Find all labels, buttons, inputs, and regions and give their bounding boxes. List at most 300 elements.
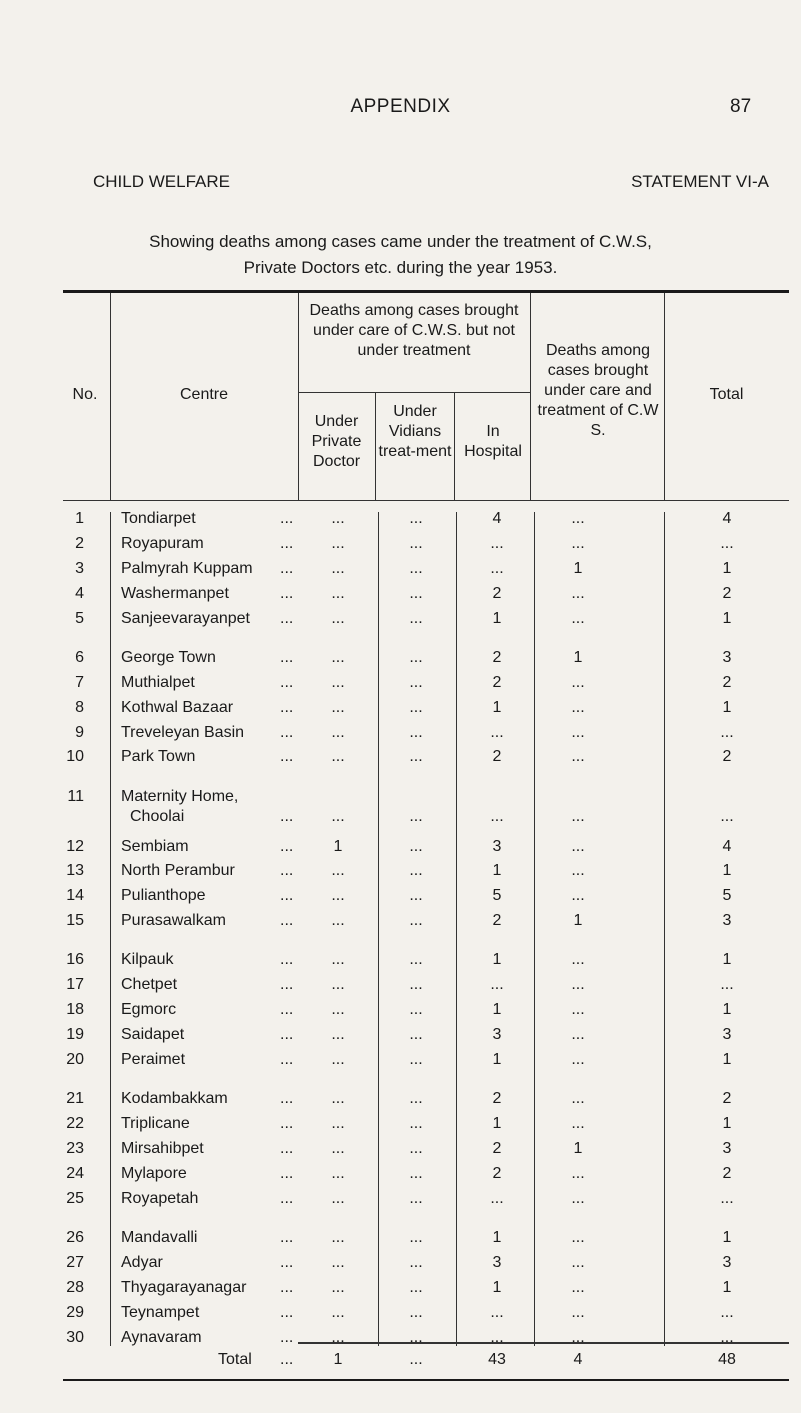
- cws-count: ...: [571, 1115, 585, 1132]
- row-number: 15: [66, 912, 84, 929]
- col-header-hospital: In Hospital: [464, 423, 522, 460]
- private-doctor-count: ...: [331, 912, 345, 929]
- hospital-count: 5: [492, 887, 502, 904]
- hospital-count: 2: [492, 1140, 502, 1157]
- hospital-count: ...: [490, 724, 504, 741]
- total-cws: 4: [573, 1351, 583, 1368]
- centre-ellipsis: ...: [280, 887, 294, 904]
- table-row: [0, 1024, 801, 1046]
- vidians-count: ...: [409, 510, 423, 527]
- vidians-count: ...: [409, 535, 423, 552]
- vidians-count: ...: [409, 808, 423, 825]
- hospital-count: 2: [492, 674, 502, 691]
- centre-ellipsis: ...: [280, 1051, 294, 1068]
- private-doctor-count: ...: [331, 1140, 345, 1157]
- centre-ellipsis: ...: [280, 1254, 294, 1271]
- row-number: 1: [75, 510, 84, 527]
- hospital-count: 2: [492, 748, 502, 765]
- vidians-count: ...: [409, 1090, 423, 1107]
- table-row: [0, 1163, 801, 1185]
- centre-ellipsis: ...: [280, 912, 294, 929]
- row-total: 3: [722, 649, 732, 666]
- table-row: [0, 836, 801, 858]
- header-bottom-rule: [63, 500, 789, 501]
- table-row: [0, 647, 801, 669]
- vidians-count: ...: [409, 674, 423, 691]
- cws-count: ...: [571, 951, 585, 968]
- row-total: 2: [722, 748, 732, 765]
- total-total: 48: [718, 1351, 736, 1368]
- centre-ellipsis: ...: [280, 1279, 294, 1296]
- cws-count: ...: [571, 1190, 585, 1207]
- vidians-count: ...: [409, 1190, 423, 1207]
- vidians-count: ...: [409, 1254, 423, 1271]
- appendix-label: APPENDIX: [350, 96, 451, 117]
- table-row: [0, 672, 801, 694]
- centre-ellipsis: ...: [280, 585, 294, 602]
- private-doctor-count: ...: [331, 1329, 345, 1346]
- total-ellipsis: ...: [280, 1351, 294, 1368]
- vidians-count: ...: [409, 585, 423, 602]
- centre-name: Purasawalkam: [121, 912, 226, 929]
- centre-name: Aynavaram: [121, 1329, 202, 1346]
- row-total: 1: [722, 1115, 732, 1132]
- hospital-count: 3: [492, 1026, 502, 1043]
- vidians-count: ...: [409, 862, 423, 879]
- centre-ellipsis: ...: [280, 560, 294, 577]
- vidians-count: ...: [409, 649, 423, 666]
- row-number: 24: [66, 1165, 84, 1182]
- private-doctor-count: ...: [331, 560, 345, 577]
- hospital-count: ...: [490, 1304, 504, 1321]
- table-top-rule: [63, 290, 789, 293]
- vidians-count: ...: [409, 1140, 423, 1157]
- centre-ellipsis: ...: [280, 1090, 294, 1107]
- cws-count: 1: [573, 649, 583, 666]
- row-total: 1: [722, 699, 732, 716]
- cws-count: ...: [571, 862, 585, 879]
- vidians-count: ...: [409, 976, 423, 993]
- cws-count: ...: [571, 1329, 585, 1346]
- centre-name: Royapetah: [121, 1190, 199, 1207]
- table-row: [0, 608, 801, 630]
- hospital-count: ...: [490, 1190, 504, 1207]
- row-number: 30: [66, 1329, 84, 1346]
- row-total: 2: [722, 585, 732, 602]
- table-row: [0, 746, 801, 768]
- total-vidians: ...: [409, 1351, 423, 1368]
- table-row: [0, 697, 801, 719]
- description-line-2: Private Doctors etc. during the year 1953.: [243, 258, 558, 277]
- row-total: 4: [722, 510, 732, 527]
- vidians-count: ...: [409, 1001, 423, 1018]
- centre-name: Kodambakkam: [121, 1090, 228, 1107]
- hospital-count: 1: [492, 1279, 502, 1296]
- row-number: 14: [66, 887, 84, 904]
- row-total: ...: [720, 535, 734, 552]
- hospital-count: 4: [492, 510, 502, 527]
- vidians-count: ...: [409, 951, 423, 968]
- centre-ellipsis: ...: [280, 808, 294, 825]
- cws-count: ...: [571, 610, 585, 627]
- row-number: 21: [66, 1090, 84, 1107]
- vidians-count: ...: [409, 912, 423, 929]
- hospital-count: 2: [492, 1165, 502, 1182]
- document-heading: [0, 172, 801, 198]
- private-doctor-count: ...: [331, 535, 345, 552]
- table-row: [0, 910, 801, 932]
- private-doctor-count: ...: [331, 585, 345, 602]
- row-total: 4: [722, 838, 732, 855]
- table-row: [0, 1227, 801, 1249]
- centre-name: Egmorc: [121, 1001, 177, 1018]
- cws-count: ...: [571, 976, 585, 993]
- row-number: 5: [75, 610, 84, 627]
- centre-name: Tondiarpet: [121, 510, 196, 527]
- hospital-count: ...: [490, 535, 504, 552]
- centre-ellipsis: ...: [280, 1026, 294, 1043]
- table-row: [0, 1088, 801, 1110]
- hospital-count: ...: [490, 976, 504, 993]
- vidians-count: ...: [409, 699, 423, 716]
- row-total: 2: [722, 1090, 732, 1107]
- row-number: 4: [75, 585, 84, 602]
- row-number: 26: [66, 1229, 84, 1246]
- col-header-centre: Centre: [179, 386, 229, 403]
- table-row: [0, 974, 801, 996]
- table-row: [0, 860, 801, 882]
- table-row: [0, 722, 801, 744]
- centre-name-line-2: Choolai: [130, 808, 185, 825]
- centre-ellipsis: ...: [280, 1190, 294, 1207]
- cws-count: ...: [571, 1229, 585, 1246]
- vidians-count: ...: [409, 1304, 423, 1321]
- row-number: 9: [75, 724, 84, 741]
- hospital-count: 1: [492, 1229, 502, 1246]
- row-total: 1: [722, 610, 732, 627]
- private-doctor-count: ...: [331, 724, 345, 741]
- row-total: 1: [722, 951, 732, 968]
- row-number: 2: [75, 535, 84, 552]
- centre-ellipsis: ...: [280, 1001, 294, 1018]
- page-number: 87: [730, 96, 752, 117]
- cws-count: ...: [571, 1165, 585, 1182]
- table-bottom-rule: [63, 1379, 789, 1381]
- private-doctor-count: ...: [331, 699, 345, 716]
- row-number: 12: [66, 838, 84, 855]
- hospital-count: 1: [492, 951, 502, 968]
- row-total: ...: [720, 724, 734, 741]
- cws-count: ...: [571, 838, 585, 855]
- centre-ellipsis: ...: [280, 699, 294, 716]
- centre-name: Thyagarayanagar: [121, 1279, 247, 1296]
- table-row: [0, 1188, 801, 1210]
- table-row: [0, 1327, 801, 1349]
- private-doctor-count: ...: [331, 649, 345, 666]
- centre-ellipsis: ...: [280, 748, 294, 765]
- hospital-count: 2: [492, 912, 502, 929]
- centre-name: Saidapet: [121, 1026, 185, 1043]
- row-total: ...: [720, 976, 734, 993]
- private-doctor-count: ...: [331, 1254, 345, 1271]
- row-number: 13: [66, 862, 84, 879]
- centre-name: Mandavalli: [121, 1229, 198, 1246]
- private-doctor-count: ...: [331, 748, 345, 765]
- centre-name: Mylapore: [121, 1165, 187, 1182]
- row-total: 3: [722, 1254, 732, 1271]
- private-doctor-count: 1: [333, 838, 343, 855]
- total-row: [0, 1349, 801, 1371]
- hospital-count: 1: [492, 699, 502, 716]
- col-header-vidians: Under Vidians treat-ment: [378, 403, 452, 460]
- col-divider-5: [530, 293, 531, 500]
- hospital-count: 1: [492, 610, 502, 627]
- private-doctor-count: ...: [331, 610, 345, 627]
- cws-count: ...: [571, 808, 585, 825]
- col-divider-4: [454, 392, 455, 500]
- cws-count: ...: [571, 1026, 585, 1043]
- private-doctor-count: ...: [331, 674, 345, 691]
- hospital-count: 1: [492, 1001, 502, 1018]
- table-row: [0, 1252, 801, 1274]
- centre-name: Muthialpet: [121, 674, 195, 691]
- row-number: 7: [75, 674, 84, 691]
- centre-ellipsis: ...: [280, 535, 294, 552]
- vidians-count: ...: [409, 1329, 423, 1346]
- private-doctor-count: ...: [331, 887, 345, 904]
- vidians-count: ...: [409, 1165, 423, 1182]
- cws-count: ...: [571, 585, 585, 602]
- centre-name: Pulianthope: [121, 887, 206, 904]
- vidians-count: ...: [409, 610, 423, 627]
- table-row: [0, 1049, 801, 1071]
- table-row: [0, 1277, 801, 1299]
- hospital-count: 1: [492, 1115, 502, 1132]
- hospital-count: 2: [492, 585, 502, 602]
- row-number: 28: [66, 1279, 84, 1296]
- table-row: [0, 786, 801, 825]
- centre-ellipsis: ...: [280, 1140, 294, 1157]
- row-total: 2: [722, 1165, 732, 1182]
- row-total: ...: [720, 808, 734, 825]
- cws-count: ...: [571, 1051, 585, 1068]
- centre-name: Maternity Home,: [121, 788, 239, 805]
- vidians-count: ...: [409, 1115, 423, 1132]
- hospital-count: 2: [492, 649, 502, 666]
- row-total: 1: [722, 1279, 732, 1296]
- hospital-count: 3: [492, 838, 502, 855]
- col-header-private: Under Private Doctor: [311, 413, 362, 470]
- row-number: 29: [66, 1304, 84, 1321]
- cws-count: ...: [571, 1304, 585, 1321]
- centre-ellipsis: ...: [280, 862, 294, 879]
- centre-ellipsis: ...: [280, 674, 294, 691]
- private-doctor-count: ...: [331, 1165, 345, 1182]
- centre-ellipsis: ...: [280, 976, 294, 993]
- row-number: 17: [66, 976, 84, 993]
- group-divider: [298, 392, 530, 393]
- centre-name: Palmyrah Kuppam: [121, 560, 253, 577]
- vidians-count: ...: [409, 1279, 423, 1296]
- col-divider-3: [375, 392, 376, 500]
- centre-ellipsis: ...: [280, 510, 294, 527]
- row-total: 3: [722, 912, 732, 929]
- row-number: 19: [66, 1026, 84, 1043]
- hospital-count: 2: [492, 1090, 502, 1107]
- row-number: 25: [66, 1190, 84, 1207]
- heading-right: STATEMENT VI-A: [631, 172, 769, 191]
- private-doctor-count: ...: [331, 1026, 345, 1043]
- centre-name: Sanjeevarayanpet: [121, 610, 250, 627]
- col-header-cws: Deaths among cases brought under care and treatment of C.W S.: [537, 342, 659, 439]
- vidians-count: ...: [409, 838, 423, 855]
- centre-ellipsis: ...: [280, 1304, 294, 1321]
- hospital-count: 1: [492, 862, 502, 879]
- row-number: 27: [66, 1254, 84, 1271]
- centre-ellipsis: ...: [280, 1165, 294, 1182]
- table-row: [0, 999, 801, 1021]
- cws-count: ...: [571, 535, 585, 552]
- private-doctor-count: ...: [331, 1051, 345, 1068]
- cws-count: ...: [571, 1090, 585, 1107]
- cws-count: 1: [573, 912, 583, 929]
- row-total: 1: [722, 862, 732, 879]
- centre-ellipsis: ...: [280, 649, 294, 666]
- vidians-count: ...: [409, 748, 423, 765]
- vidians-count: ...: [409, 724, 423, 741]
- row-total: 1: [722, 1051, 732, 1068]
- private-doctor-count: ...: [331, 1279, 345, 1296]
- col-header-total: Total: [709, 386, 744, 403]
- centre-ellipsis: ...: [280, 951, 294, 968]
- centre-ellipsis: ...: [280, 1115, 294, 1132]
- centre-name: Washermanpet: [121, 585, 229, 602]
- total-label: Total: [218, 1351, 252, 1368]
- centre-ellipsis: ...: [280, 838, 294, 855]
- row-number: 8: [75, 699, 84, 716]
- hospital-count: 3: [492, 1254, 502, 1271]
- centre-name: Sembiam: [121, 838, 189, 855]
- table-row: [0, 508, 801, 530]
- cws-count: ...: [571, 674, 585, 691]
- private-doctor-count: ...: [331, 1001, 345, 1018]
- private-doctor-count: ...: [331, 1115, 345, 1132]
- row-total: 2: [722, 674, 732, 691]
- centre-name: Chetpet: [121, 976, 178, 993]
- cws-count: ...: [571, 1254, 585, 1271]
- cws-count: ...: [571, 1001, 585, 1018]
- row-total: ...: [720, 1304, 734, 1321]
- centre-ellipsis: ...: [280, 1329, 294, 1346]
- row-total: ...: [720, 1329, 734, 1346]
- centre-name: George Town: [121, 649, 216, 666]
- row-total: ...: [720, 1190, 734, 1207]
- hospital-count: ...: [490, 808, 504, 825]
- centre-ellipsis: ...: [280, 724, 294, 741]
- private-doctor-count: ...: [331, 808, 345, 825]
- cws-count: ...: [571, 1279, 585, 1296]
- row-total: 1: [722, 1001, 732, 1018]
- hospital-count: ...: [490, 1329, 504, 1346]
- row-number: 10: [66, 748, 84, 765]
- total-private: 1: [333, 1351, 343, 1368]
- row-number: 18: [66, 1001, 84, 1018]
- table-row: [0, 1302, 801, 1324]
- heading-left: CHILD WELFARE: [93, 172, 230, 191]
- centre-name: Adyar: [121, 1254, 163, 1271]
- row-number: 16: [66, 951, 84, 968]
- table-row: [0, 949, 801, 971]
- hospital-count: 1: [492, 1051, 502, 1068]
- centre-name: Royapuram: [121, 535, 204, 552]
- row-number: 3: [75, 560, 84, 577]
- private-doctor-count: ...: [331, 1090, 345, 1107]
- centre-ellipsis: ...: [280, 1229, 294, 1246]
- centre-name: Mirsahibpet: [121, 1140, 204, 1157]
- private-doctor-count: ...: [331, 976, 345, 993]
- cws-count: 1: [573, 560, 583, 577]
- table-row: [0, 583, 801, 605]
- centre-name: Peraimet: [121, 1051, 186, 1068]
- private-doctor-count: ...: [331, 1229, 345, 1246]
- row-total: 3: [722, 1026, 732, 1043]
- row-number: 6: [75, 649, 84, 666]
- row-number: 23: [66, 1140, 84, 1157]
- total-hospital: 43: [488, 1351, 506, 1368]
- private-doctor-count: ...: [331, 1304, 345, 1321]
- cws-count: ...: [571, 887, 585, 904]
- table-row: [0, 1138, 801, 1160]
- centre-name: Treveleyan Basin: [121, 724, 245, 741]
- row-total: 3: [722, 1140, 732, 1157]
- vidians-count: ...: [409, 1051, 423, 1068]
- row-number: 11: [67, 788, 84, 805]
- centre-name: Teynampet: [121, 1304, 200, 1321]
- centre-name: Kilpauk: [121, 951, 174, 968]
- private-doctor-count: ...: [331, 951, 345, 968]
- cws-count: ...: [571, 510, 585, 527]
- centre-name: Triplicane: [121, 1115, 190, 1132]
- col-header-group: Deaths among cases brought under care of C.W.S. but not under treatment: [309, 302, 519, 359]
- private-doctor-count: ...: [331, 1190, 345, 1207]
- table-row: [0, 558, 801, 580]
- cws-count: ...: [571, 748, 585, 765]
- vidians-count: ...: [409, 887, 423, 904]
- row-number: 20: [66, 1051, 84, 1068]
- private-doctor-count: ...: [331, 510, 345, 527]
- centre-name: North Perambur: [121, 862, 235, 879]
- private-doctor-count: ...: [331, 862, 345, 879]
- table-row: [0, 1113, 801, 1135]
- row-total: 1: [722, 1229, 732, 1246]
- vidians-count: ...: [409, 1229, 423, 1246]
- page-header: [0, 96, 801, 126]
- cws-count: ...: [571, 699, 585, 716]
- centre-name: Kothwal Bazaar: [121, 699, 234, 716]
- description-line-1: Showing deaths among cases came under the treatment of C.W.S,: [149, 232, 652, 251]
- col-header-no: No.: [72, 386, 98, 403]
- table-row: [0, 533, 801, 555]
- row-number: 22: [66, 1115, 84, 1132]
- vidians-count: ...: [409, 560, 423, 577]
- row-total: 5: [722, 887, 732, 904]
- centre-name: Park Town: [121, 748, 196, 765]
- table-row: [0, 885, 801, 907]
- vidians-count: ...: [409, 1026, 423, 1043]
- cws-count: 1: [573, 1140, 583, 1157]
- hospital-count: ...: [490, 560, 504, 577]
- cws-count: ...: [571, 724, 585, 741]
